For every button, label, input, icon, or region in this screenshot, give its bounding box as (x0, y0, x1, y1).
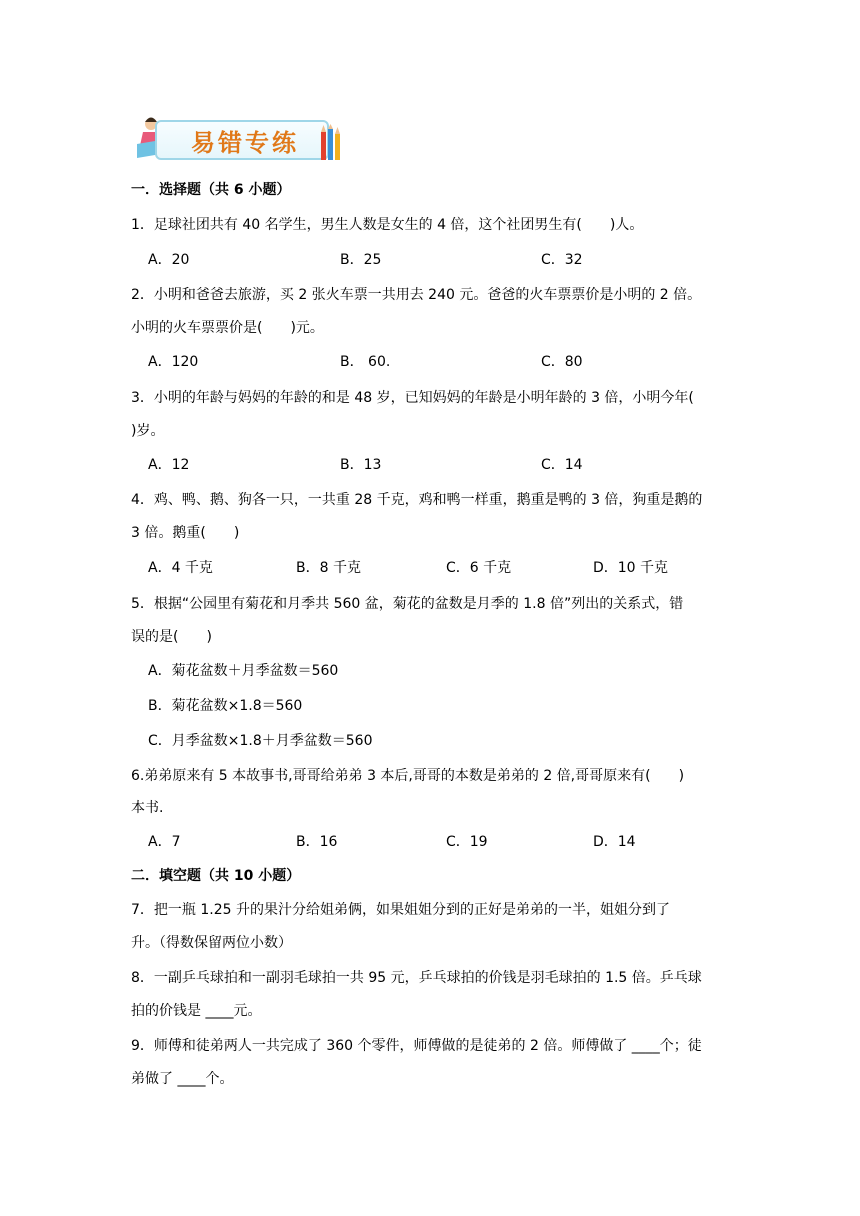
question-2-line2: 小明的火车票票价是( )元。 (131, 320, 324, 336)
q4-option-d: D．10 千克 (593, 560, 669, 576)
question-5-line1: 5．根据“公园里有菊花和月季共 560 盆，菊花的盆数是月季的 1.8 倍”列出的关系式，错 (131, 596, 684, 612)
q3-option-b: B．13 (340, 457, 382, 473)
question-6-line2: 本书. (131, 800, 164, 816)
question-4-line2: 3 倍。鹅重( ) (131, 525, 240, 541)
q6-option-d: D．14 (593, 834, 636, 850)
question-9-line1: 9．师傅和徒弟两人一共完成了 360 个零件，师傅做的是徒弟的 2 倍。师傅做了 ____个；徒 (131, 1038, 702, 1054)
question-3-line2: )岁。 (131, 423, 165, 439)
question-1: 1．足球社团共有 40 名学生，男生人数是女生的 4 倍，这个社团男生有( )人。 (131, 217, 644, 233)
question-3-line1: 3．小明的年龄与妈妈的年龄的和是 48 岁，已知妈妈的年龄是小明年龄的 3 倍，小明今年( (131, 390, 694, 406)
question-7-line2: 升。（得数保留两位小数） (131, 935, 292, 951)
q5-option-c: C．月季盆数×1.8＋月季盆数＝560 (148, 733, 373, 749)
q4-option-b: B．8 千克 (296, 560, 361, 576)
q2-option-c: C．80 (541, 354, 583, 370)
question-5-line2: 误的是( ) (131, 629, 212, 645)
q3-option-a: A．12 (148, 457, 190, 473)
section-heading-fill: 二．填空题（共 10 小题） (131, 868, 301, 884)
q6-option-a: A．7 (148, 834, 181, 850)
q6-option-c: C．19 (446, 834, 488, 850)
q4-option-c: C．6 千克 (446, 560, 512, 576)
q1-option-b: B．25 (340, 252, 382, 268)
q1-option-c: C．32 (541, 252, 583, 268)
pencils-icon (319, 124, 343, 162)
question-7-line1: 7．把一瓶 1.25 升的果汁分给姐弟俩，如果姐姐分到的正好是弟弟的一半，姐姐分到了 (131, 902, 670, 918)
question-8-line1: 8．一副乒乓球拍和一副羽毛球拍一共 95 元，乒乓球拍的价钱是羽毛球拍的 1.5 倍。乒乓球 (131, 970, 702, 986)
q6-option-b: B．16 (296, 834, 338, 850)
q2-option-b: B． 60. (340, 354, 391, 370)
question-6-line1: 6.弟弟原来有 5 本故事书,哥哥给弟弟 3 本后,哥哥的本数是弟弟的 2 倍,哥哥原来有( ) (131, 768, 685, 784)
q5-option-b: B．菊花盆数×1.8＝560 (148, 698, 303, 714)
question-8-line2: 拍的价钱是 ____元。 (131, 1003, 262, 1019)
q3-option-c: C．14 (541, 457, 583, 473)
banner-title: 易错专练 (191, 128, 299, 157)
question-9-line2: 弟做了 ____个。 (131, 1071, 234, 1087)
q2-option-a: A．120 (148, 354, 199, 370)
q5-option-a: A．菊花盆数＋月季盆数＝560 (148, 663, 339, 679)
question-2-line1: 2．小明和爸爸去旅游，买 2 张火车票一共用去 240 元。爸爸的火车票票价是小明的 2 倍。 (131, 287, 702, 303)
q4-option-a: A．4 千克 (148, 560, 213, 576)
section-heading-choice: 一．选择题（共 6 小题） (131, 182, 291, 198)
section-banner (133, 114, 343, 162)
question-4-line1: 4．鸡、鸭、鹅、狗各一只，一共重 28 千克，鸡和鸭一样重，鹅重是鸭的 3 倍，狗重是鹅的 (131, 492, 703, 508)
q1-option-a: A．20 (148, 252, 190, 268)
